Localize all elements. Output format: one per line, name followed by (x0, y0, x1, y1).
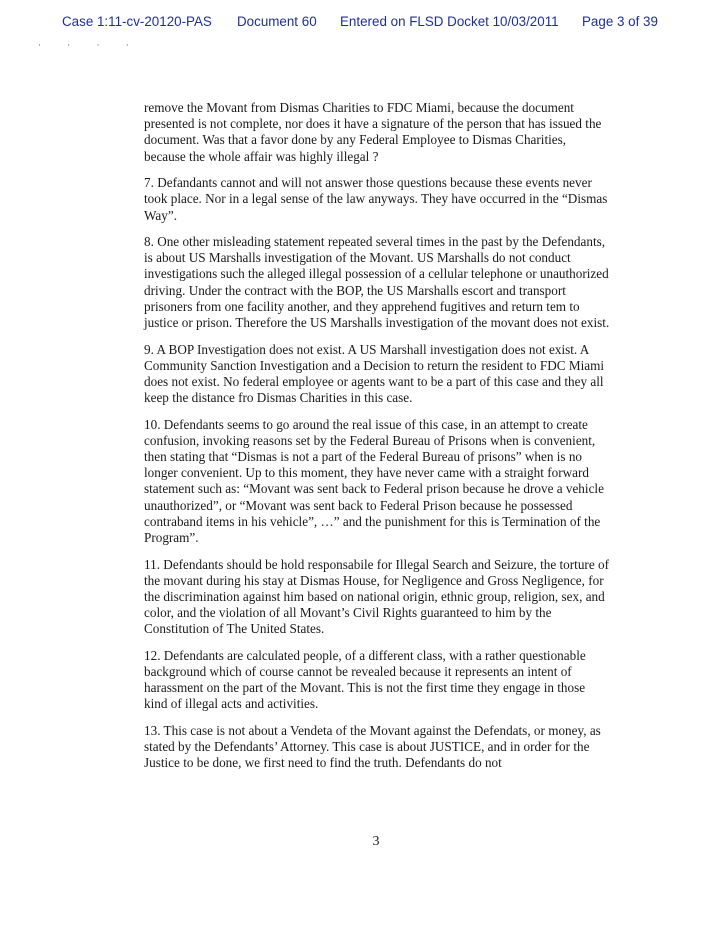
case-number: Case 1:11-cv-20120-PAS (62, 14, 212, 29)
paragraph-7: 7. Defandants cannot and will not answer those questions because these events never took place. Nor in a legal sense of the law anyways. They have occurred in the “Dismas Way”. (144, 175, 608, 223)
page-number: 3 (372, 834, 380, 849)
paragraph-8: 8. One other misleading statement repeated several times in the past by the Defendants, is about US Marshalls investigation of the Movant. US Marshalls do not conduct investigations such the alleged illegal possession of a cellular telephone or unauthorized driving. Under the contract with the BOP, the US Marshalls escort and transport prisoners from one facility another, and they apprehend fugitives and return tem to justice or prison. Therefore the US Marshalls investigation of the movant does not exist. (144, 234, 610, 331)
paragraph-continued: remove the Movant from Dismas Charities to FDC Miami, because the document presented is not complete, nor does it have a signature of the person that has issued the document. Was that a favor done by any Federal Employee to Dismas Charities, because the whole affair was highly illegal ? (144, 100, 602, 164)
paragraph-11: 11. Defendants should be hold responsabile for Illegal Search and Seizure, the torture of the movant during his stay at Dismas House, for Negligence and Gross Negligence, for the discrimination against him based on national origin, ethnic group, religion, sex, and color, and the violation of all Movant’s Civil Rights guaranteed to him by the Constitution of The United States. (144, 556, 609, 637)
paragraph-9: 9. A BOP Investigation does not exist. A US Marshall investigation does not exist. A Community Sanction Investigation and a Decision to return the resident to FDC Miami does not exist. No federal employee or agents want to be a part of this case and they all keep the distance fro Dismas Charities in this case. (144, 341, 605, 406)
docket-entry-date: Entered on FLSD Docket 10/03/2011 (340, 14, 559, 29)
paragraph-13: 13. This case is not about a Vendeta of the Movant against the Defendats, or money, as stated by the Defendants’ Attorney. This case is about JUSTICE, and in order for the Justice to be done, we first need to find the truth. Defendants do not (144, 722, 601, 771)
header-page-count: Page 3 of 39 (582, 14, 658, 29)
scan-specks: · · · · (38, 40, 141, 50)
document-number: Document 60 (237, 14, 317, 29)
paragraph-12: 12. Defendants are calculated people, of a different class, with a rather questionable background which of course cannot be revealed because it represents an intent of harassment on the part of the Movant. This is not the first time they engage in those kind of illegal acts and activities. (144, 647, 586, 712)
paragraph-10: 10. Defendants seems to go around the real issue of this case, in an attempt to create confusion, invoking reasons set by the Federal Bureau of Prisons when is convenient, then stating that “Dismas is not a part of the Federal Bureau of prisons” when is no longer convenient. Up to this moment, they have never came with a straight forward statement such as: “Movant was sent back to Federal prison because he drove a vehicle unauthorized”, or “Movant was sent back to Federal Prison because he possessed contraband items in his vehicle”, …” and the punishment for this is Termination of the Program”. (144, 416, 604, 546)
document-body (144, 100, 610, 782)
docket-header (62, 14, 672, 34)
